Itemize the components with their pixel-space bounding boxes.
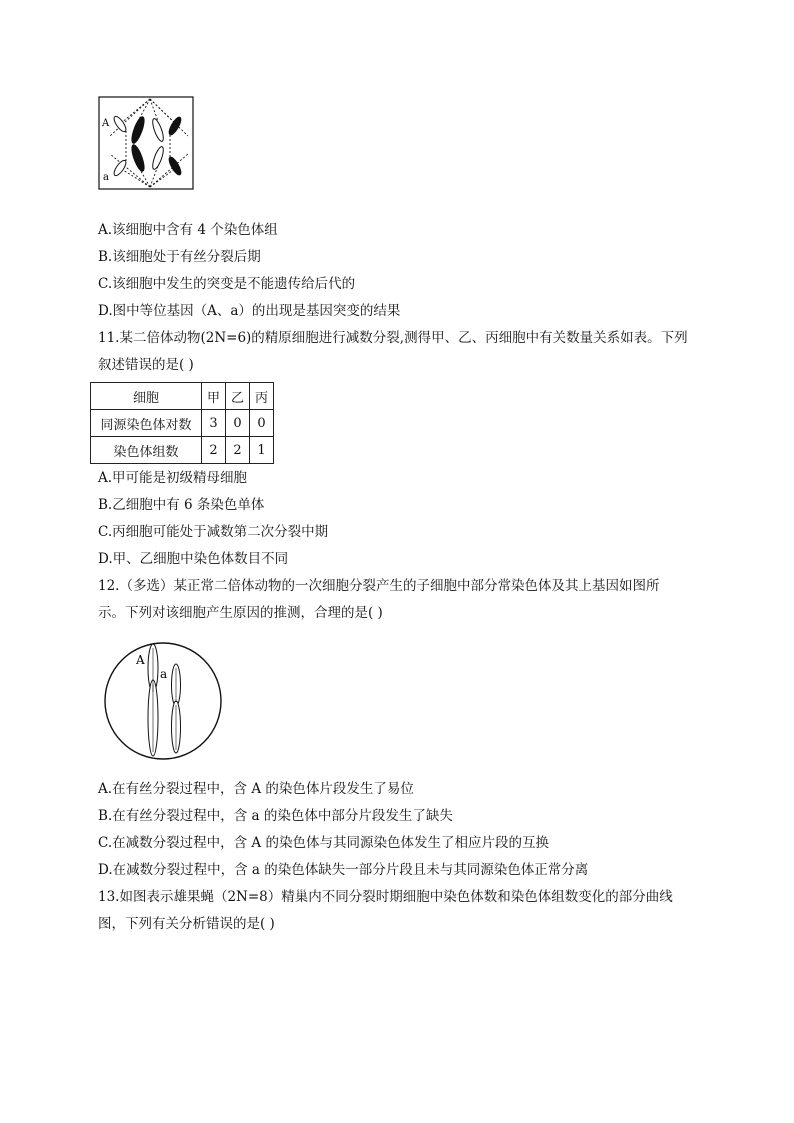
- q13-stem-line2: 图，下列有关分析错误的是( ): [98, 916, 275, 932]
- q12-stem-line2: 示。下列对该细胞产生原因的推测，合理的是( ): [98, 605, 383, 621]
- table-cell: 染色体组数: [91, 437, 202, 464]
- q12-option-a: A.在有丝分裂过程中，含 A 的染色体片段发生了易位: [98, 781, 414, 797]
- table-cell: 3: [202, 410, 226, 437]
- q10-option-d: D.图中等位基因（A、a）的出现是基因突变的结果: [98, 303, 401, 319]
- q13-stem-line1: 13.如图表示雄果蝇（2N=8）精巢内不同分裂时期细胞中染色体数和染色体组数变化的部分曲线: [98, 889, 673, 905]
- gene-label-a: a: [103, 172, 109, 183]
- table-cell: 0: [250, 410, 274, 437]
- q10-option-b: B.该细胞处于有丝分裂后期: [98, 249, 261, 265]
- table-header-row: [91, 383, 274, 410]
- gene-label-big-A: A: [136, 653, 145, 667]
- table-header-cell: 丙: [250, 383, 274, 410]
- table-cell: 2: [202, 437, 226, 464]
- table-header-cell: 甲: [202, 383, 226, 410]
- table-cell: 同源染色体对数: [91, 410, 202, 437]
- q12-stem-line1: 12.（多选）某正常二倍体动物的一次细胞分裂产生的子细胞中部分常染色体及其上基因如图所: [98, 578, 660, 594]
- table-row: [91, 410, 274, 437]
- q10-option-a: A.该细胞中含有 4 个染色体组: [98, 222, 278, 238]
- q10-option-c: C.该细胞中发生的突变是不能遗传给后代的: [98, 276, 356, 292]
- table-header-cell: 乙: [226, 383, 250, 410]
- upper-chromosomes: [112, 115, 183, 145]
- gene-label-small-a: a: [160, 667, 168, 681]
- q11-option-d: D.甲、乙细胞中染色体数目不同: [98, 551, 289, 567]
- table-header-cell: 细胞: [91, 383, 202, 410]
- q12-option-d: D.在减数分裂过程中，含 a 的染色体缺失一部分片段且未与其同源染色体正常分离: [98, 862, 589, 878]
- table-cell: 2: [226, 437, 250, 464]
- table-cell: 1: [250, 437, 274, 464]
- table-cell: 0: [226, 410, 250, 437]
- q12-option-b: B.在有丝分裂过程中，含 a 的染色体中部分片段发生了缺失: [98, 808, 453, 824]
- cell-division-figure: [98, 96, 194, 190]
- q11-option-b: B.乙细胞中有 6 条染色单体: [98, 497, 265, 513]
- table-row: [91, 437, 274, 464]
- q11-stem-line1: 11.某二倍体动物(2N=6)的精原细胞进行减数分裂,测得甲、乙、丙细胞中有关数量关系如表。下列: [98, 330, 688, 346]
- q11-stem-line2: 叙述错误的是( ): [98, 357, 194, 373]
- lower-chromosomes: [112, 143, 183, 177]
- daughter-cell-figure: [103, 640, 223, 762]
- q11-option-a: A.甲可能是初级精母细胞: [98, 470, 248, 486]
- q11-option-c: C.丙细胞可能处于减数第二次分裂中期: [98, 524, 329, 540]
- gene-label-A: A: [102, 118, 110, 129]
- q12-option-c: C.在减数分裂过程中，含 A 的染色体与其同源染色体发生了相应片段的互换: [98, 835, 549, 851]
- q11-table: [90, 382, 274, 464]
